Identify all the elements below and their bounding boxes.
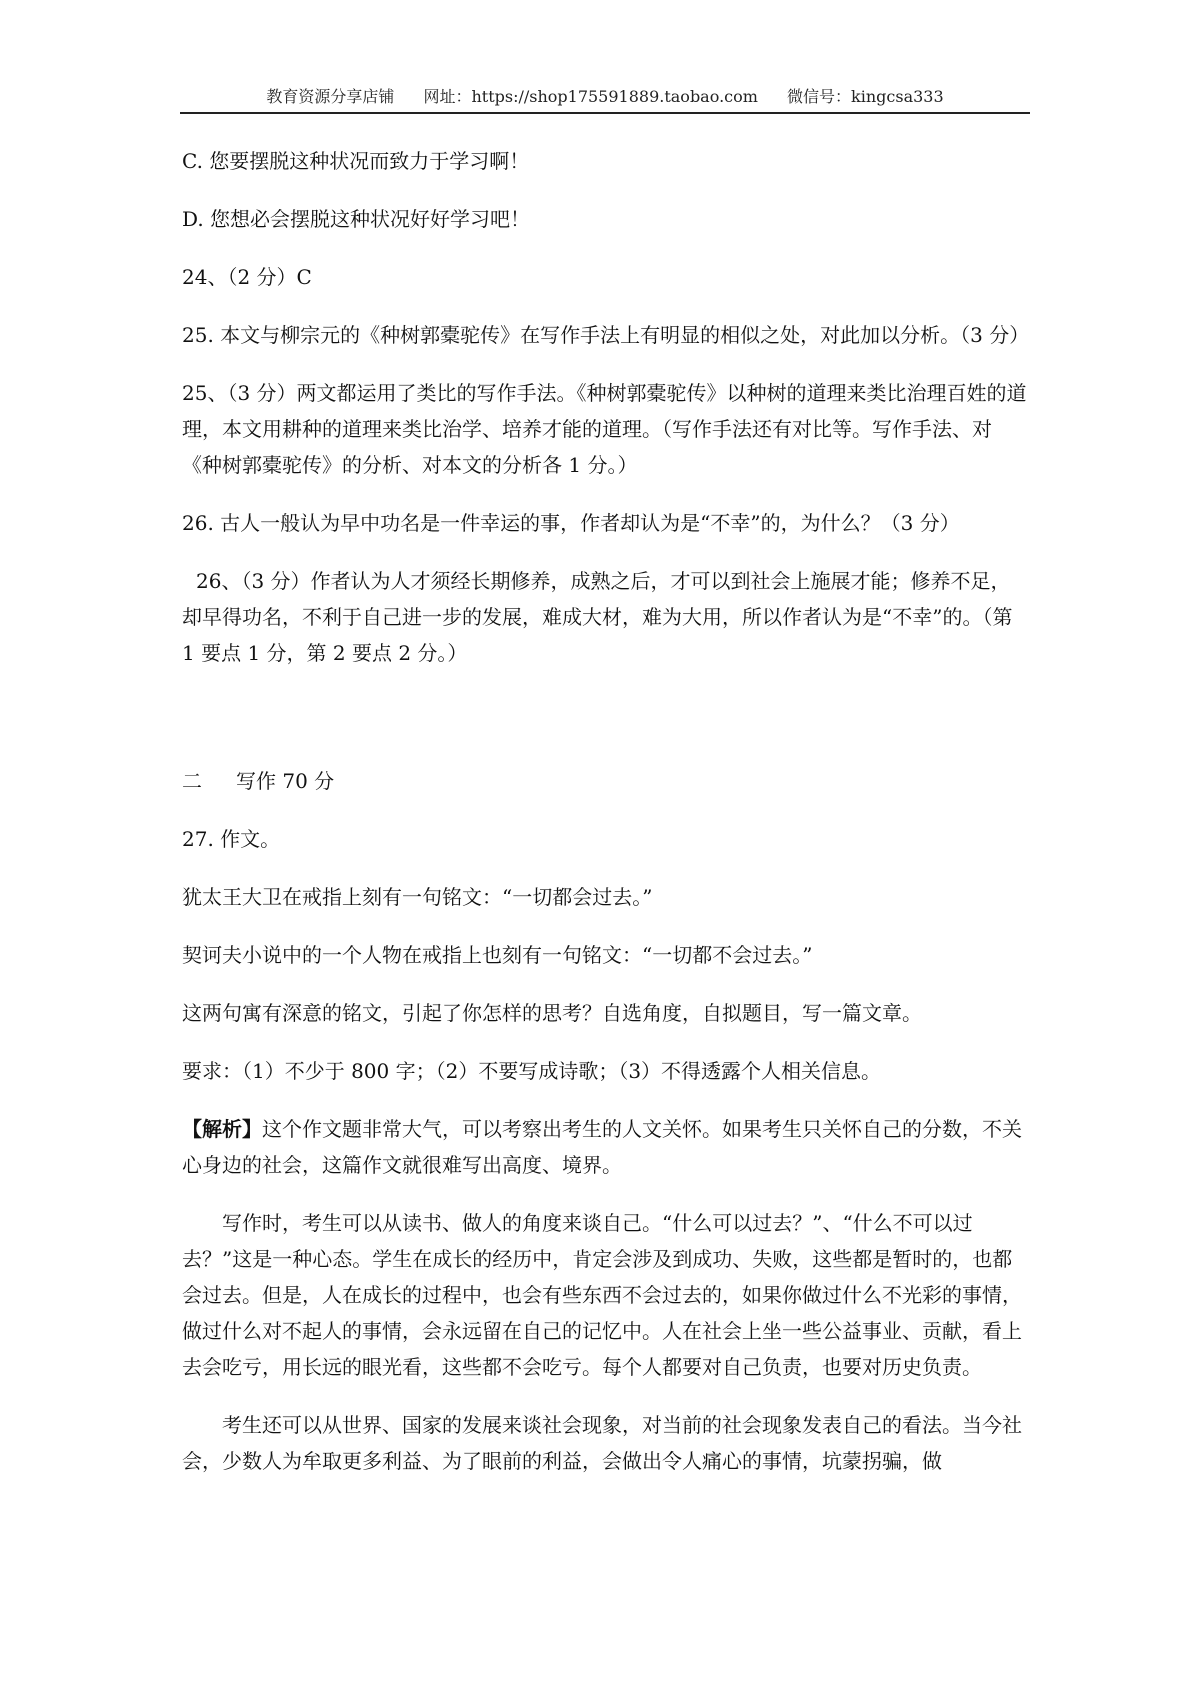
header-url: 网址：https://shop175591889.taobao.com: [423, 87, 758, 106]
analysis-paragraph-2: 考生还可以从世界、国家的发展来谈社会现象，对当前的社会现象发表自己的看法。当今社会，少数人为牟取更多利益、为了眼前的利益，会做出令人痛心的事情，坑蒙拐骗，做: [182, 1413, 1022, 1473]
question-25: 25. 本文与柳宗元的《种树郭橐驼传》在写作手法上有明显的相似之处，对此加以分析。（3 分）: [182, 323, 1030, 347]
section-title: 写作 70 分: [236, 769, 335, 793]
spacer: [182, 693, 1028, 763]
section-heading: [182, 763, 1028, 799]
page-header: [180, 86, 1030, 114]
analysis-text: 这个作文题非常大气，可以考察出考生的人文关怀。如果考生只关怀自己的分数，不关心身边的社会，这篇作文就很难写出高度、境界。: [182, 1117, 1022, 1177]
option-d: D. 您想必会摆脱这种状况好好学习吧！: [182, 207, 531, 231]
essay-requirements: 要求：（1）不少于 800 字；（2）不要写成诗歌；（3）不得透露个人相关信息。: [182, 1059, 882, 1083]
essay-prompt: 这两句寓有深意的铭文，引起了你怎样的思考？自选角度，自拟题目，写一篇文章。: [182, 1001, 922, 1025]
option-c: C. 您要摆脱这种状况而致力于学习啊！: [182, 149, 530, 173]
header-wechat: 微信号：kingcsa333: [787, 87, 944, 106]
quote-chekhov: 契诃夫小说中的一个人物在戒指上也刻有一句铭文：“一切都不会过去。”: [182, 943, 813, 967]
answer-25: 25、（3 分）两文都运用了类比的写作手法。《种树郭橐驼传》以种树的道理来类比治理百姓的道理，本文用耕种的道理来类比治学、培养才能的道理。（写作手法还有对比等。写作手法、对《种树郭橐驼传》的分析、对本文的分析各 1 分。）: [182, 381, 1027, 477]
document-body: [182, 143, 1028, 1501]
analysis-label: 【解析】: [182, 1117, 262, 1141]
answer-26: 26、（3 分）作者认为人才须经长期修养，成熟之后，才可以到社会上施展才能；修养不足，却早得功名，不利于自己进一步的发展，难成大材，难为大用，所以作者认为是“不幸”的。（第 1 要点 1 分，第 2 要点 2 分。）: [182, 569, 1013, 665]
analysis-paragraph-1: 写作时，考生可以从读书、做人的角度来谈自己。“什么可以过去？”、“什么不可以过去？”这是一种心态。学生在成长的经历中，肯定会涉及到成功、失败，这些都是暂时的，也都会过去。但是，人在成长的过程中，也会有些东西不会过去的，如果你做过什么不光彩的事情，做过什么对不起人的事情，会永远留在自己的记忆中。人在社会上坐一些公益事业、贡献，看上去会吃亏，用长远的眼光看，这些都不会吃亏。每个人都要对自己负责，也要对历史负责。: [182, 1211, 1022, 1379]
answer-24: 24、（2 分）C: [182, 265, 312, 289]
header-shop: 教育资源分享店铺: [266, 87, 395, 106]
section-number: 二: [182, 769, 202, 793]
analysis: [182, 1111, 1028, 1183]
question-26: 26. 古人一般认为早中功名是一件幸运的事，作者却认为是“不幸”的，为什么？（3 分）: [182, 511, 960, 535]
question-27: 27. 作文。: [182, 827, 281, 851]
quote-david: 犹太王大卫在戒指上刻有一句铭文：“一切都会过去。”: [182, 885, 653, 909]
